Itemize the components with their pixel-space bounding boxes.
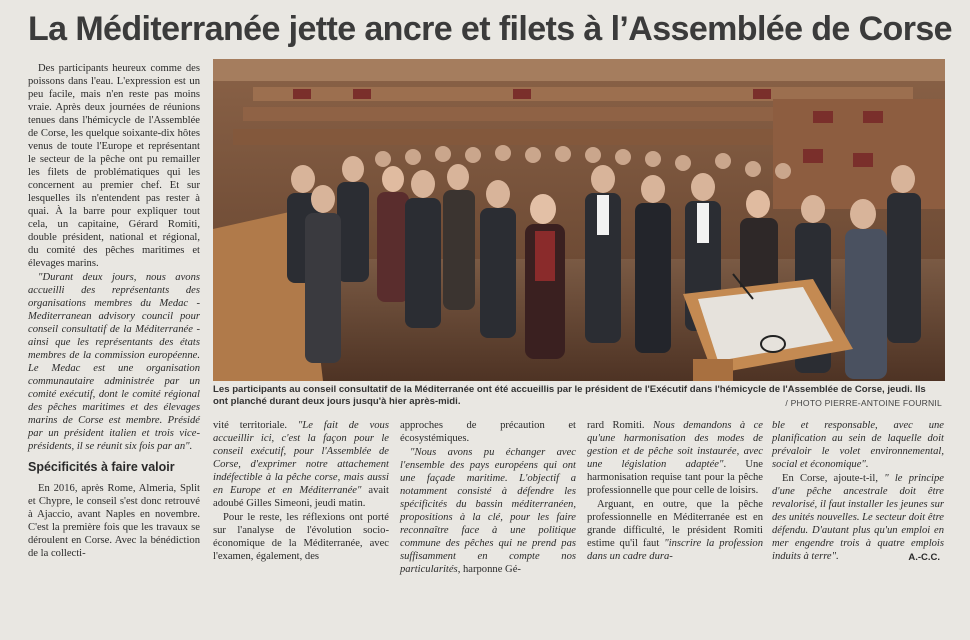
article-column-2 <box>213 419 389 564</box>
quote-paragraph: "Durant deux jours, nous avons accueilli des représentants des organisations membres du Medac - Mediterranean advisory council pour conseil consultatif de la Méditerranée - ainsi que les représentants des états membres de la commission européenne. Le Medac est une organisation communautaire administrée par un comité exécutif, dont le comité régional des pêches maritimes et des élevages marins de Corse est membre. Présidé par un président italien et trois vice-présidents, il se réunit six fois par an". <box>28 272 200 452</box>
paragraph: ble et responsable, avec une planification au sein de laquelle doit prévaloir le volet environnemental, social et économique". <box>772 420 944 470</box>
paragraph: vité territoriale. "Le fait de vous accueillir ici, c'est la façon pour le conseil exécutif, pour l'Assemblée de Corse, d'exprimer notre attachement indéfectible à la pêche corse, mais aussi en Europe et en Méditerranée" avait adoubé Gilles Simeoni, jeudi matin. <box>213 420 389 509</box>
article-column-4 <box>587 419 763 564</box>
paragraph: En Corse, ajoute-t-il, " le principe d'une pêche ancestrale doit être revalorisé, il faut installer les jeunes sur des unités nouvelles. Le secteur doit être défendu. D'autant plus qu'un emploi en mer engendre trois à quatre emplois induits à terre". <box>772 473 945 562</box>
author-signature: A.-C.C. <box>908 552 940 563</box>
photo-credit: / PHOTO PIERRE-ANTOINE FOURNIL <box>785 398 942 408</box>
paragraph: rard Romiti. Nous demandons à ce qu'une harmonisation des modes de gestion et de pêche soit instaurée, avec une législation adaptée". Une harmonisation requise tant pour la pêche professionnelle que pour celle de loisirs. <box>587 420 763 496</box>
paragraph: Des participants heureux comme des poissons dans l'eau. L'expression est un peu facile, mais n'en reste pas moins vraie. Après deux journées de réunions tenues dans l'hémicycle de l'Assemblée de Corse, les quelque soixante-dix hôtes venus de toute l'Europe et représentant le secteur de la pêche ont pu remailler les filets de problématiques qui les concernent au premier chef. Et sur lesquelles ils n'entendent pas rester à quai. À la barre pour expliquer tout cela, un capitaine, Gérard Romiti, double président, national et régional, du comité des pêches maritimes et élevages marins. <box>28 63 200 269</box>
assembly-photo <box>213 59 945 381</box>
headline: La Méditerranée jette ancre et filets à l’Assemblée de Corse <box>28 10 952 48</box>
paragraph: En 2016, après Rome, Almeria, Split et Chypre, le conseil s'est donc retrouvé à Ajaccio, avant Naples en novembre. C'est la première fois que les travaux se déroulent en Corse. Avec la bénédiction de la collecti- <box>28 483 200 559</box>
paragraph: Arguant, en outre, que la pêche professionnelle en Méditerranée est en grande difficulté, le président Romiti estime qu'il faut "inscrire la profession dans un cadre dura- <box>587 499 763 562</box>
article-column-5 <box>772 419 944 564</box>
article-column-3 <box>400 419 576 577</box>
article-column-1 <box>28 62 200 561</box>
paragraph: Pour le reste, les réflexions ont porté sur l'analyse de l'évolution socio-économique de la Méditerranée, avec l'examen, également, des <box>213 512 389 562</box>
subheading: Spécificités à faire valoir <box>28 460 175 474</box>
photo-caption: Les participants au conseil consultatif de la Méditerranée ont été accueillis par le président de l'Exécutif dans l'hémicycle de l'Assemblée de Corse, jeudi. Ils ont planché durant deux jours jusqu'à hier après-midi. <box>213 384 926 407</box>
quote-paragraph: "Nous avons pu échanger avec l'ensemble des pays européens qui ont une façade maritime. L'objectif a notamment consisté à défendre les spécificités du bassin méditerranéen, propositions à la clé, pour les faire reconnaître face à une politique commune des pêches qui ne prend pas suffisamment en compte nos particularités, harponne Gé- <box>400 447 576 575</box>
paragraph: approches de précaution et écosystémiques. <box>400 420 576 444</box>
